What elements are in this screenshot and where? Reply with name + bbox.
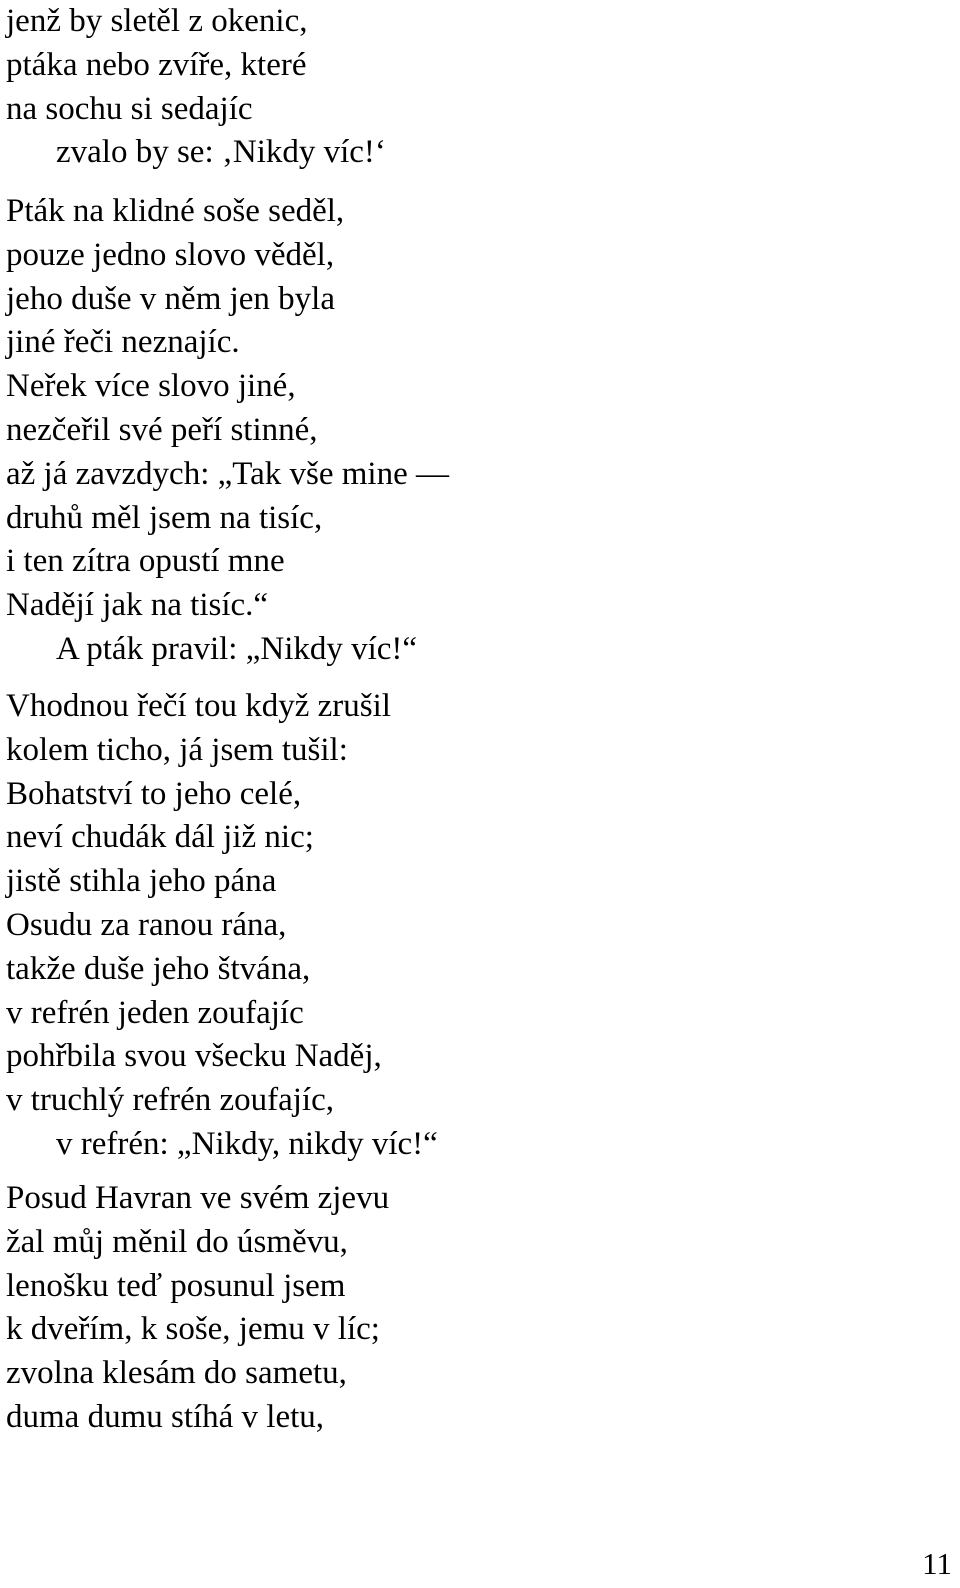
verse-line: takže duše jeho štvána,	[6, 950, 311, 987]
verse-line: jeho duše v něm jen byla	[6, 280, 336, 317]
page-number: 11	[922, 1546, 952, 1581]
verse-line: nezčeřil své peří stinné,	[6, 411, 318, 448]
verse-line: až já zavzdych: „Tak vše mine —	[6, 455, 449, 492]
verse-line: zvolna klesám do sametu,	[6, 1355, 347, 1392]
stanza-3	[6, 685, 438, 1167]
verse-line: jenž by sletěl z okenic,	[6, 3, 308, 39]
verse-line: Vhodnou řečí tou když zrušil	[6, 688, 391, 724]
verse-line: v refrén jeden zoufajíc	[6, 994, 304, 1031]
verse-line: Nadějí jak na tisíc.“	[6, 587, 269, 624]
verse-line: jistě stihla jeho pána	[6, 863, 277, 900]
verse-line: v truchlý refrén zoufajíc,	[6, 1082, 335, 1119]
refrain-line: v refrén: „Nikdy, nikdy víc!“	[56, 1125, 438, 1162]
verse-line: Bohatství to jeho celé,	[6, 775, 302, 812]
stanza-2	[6, 190, 449, 672]
stanza-1	[6, 0, 386, 175]
verse-line: duma dumu stíhá v letu,	[6, 1398, 325, 1435]
verse-line: lenošku teď posunul jsem	[6, 1267, 346, 1304]
verse-line: Posud Havran ve svém zjevu	[6, 1180, 390, 1216]
refrain-line: zvalo by se: ‚Nikdy víc!‘	[56, 134, 386, 171]
verse-line: pouze jedno slovo věděl,	[6, 236, 335, 273]
verse-line: žal můj měnil do úsměvu,	[6, 1223, 348, 1260]
verse-line: ptáka nebo zvíře, které	[6, 46, 307, 83]
stanza-4	[6, 1177, 389, 1440]
verse-line: Neřek více slovo jiné,	[6, 368, 296, 405]
verse-line: neví chudák dál již nic;	[6, 819, 314, 856]
verse-line: Pták na klidné soše seděl,	[6, 193, 345, 229]
verse-line: kolem ticho, já jsem tušil:	[6, 731, 348, 768]
verse-line: pohřbila svou všecku Naděj,	[6, 1038, 382, 1075]
verse-line: druhů měl jsem na tisíc,	[6, 499, 323, 536]
verse-line: k dveřím, k soše, jemu v líc;	[6, 1311, 380, 1348]
verse-line: jiné řeči neznajíc.	[6, 324, 240, 361]
verse-line: na sochu si sedajíc	[6, 90, 253, 127]
refrain-line: A pták pravil: „Nikdy víc!“	[56, 630, 418, 667]
verse-line: Osudu za ranou rána,	[6, 906, 287, 943]
verse-line: i ten zítra opustí mne	[6, 543, 285, 580]
